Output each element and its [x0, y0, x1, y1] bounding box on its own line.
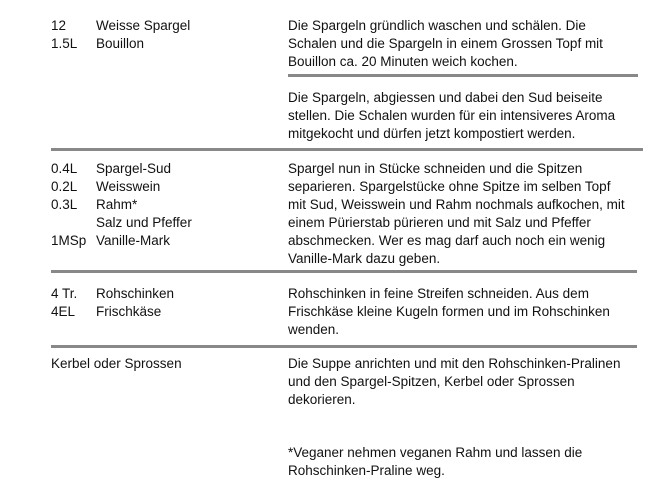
- ingredient-row: [51, 178, 281, 196]
- step-instructions: [288, 89, 638, 143]
- ingredient-row: [51, 303, 281, 321]
- step-text-line: Die Suppe anrichten und mit den Rohschinken-Pralinen: [288, 356, 621, 371]
- ingredient-name: Frischkäse: [96, 304, 162, 319]
- step-text-line: dekorieren.: [288, 392, 356, 407]
- footnote-line: *Veganer nehmen veganen Rahm und lassen die: [288, 445, 583, 460]
- step-instructions: [288, 355, 638, 409]
- ingredient-name: Weisse Spargel: [96, 18, 191, 33]
- section-divider: [51, 345, 637, 348]
- ingredient-list: [51, 285, 281, 321]
- step-text-line: wenden.: [288, 322, 340, 337]
- step-text-line: Die Spargeln, abgiessen und dabei den Sud beiseite: [288, 90, 603, 105]
- step-instructions: [288, 285, 638, 339]
- ingredient-quantity: 4EL: [51, 304, 76, 319]
- ingredient-row: [51, 35, 281, 53]
- ingredient-quantity: 1.5L: [51, 36, 78, 51]
- step-text-line: Die Spargeln gründlich waschen und schälen. Die: [288, 18, 586, 33]
- ingredient-row: [51, 232, 281, 250]
- ingredient-quantity: 0.4L: [51, 161, 78, 176]
- ingredient-row: [51, 17, 281, 35]
- footnote-line: Rohschinken-Praline weg.: [288, 463, 445, 478]
- section-divider: [51, 270, 637, 273]
- ingredient-list: [51, 17, 281, 53]
- step-text-line: Bouillon ca. 20 Minuten weich kochen.: [288, 54, 518, 69]
- ingredient-name: Weisswein: [96, 179, 161, 194]
- ingredient-quantity: 1MSp: [51, 233, 87, 248]
- step-text-line: separieren. Spargelstücke ohne Spitze im selben Topf: [288, 179, 611, 194]
- step-text-line: stellen. Die Schalen wurden für ein intensiveres Aroma: [288, 108, 616, 123]
- ingredient-name: Salz und Pfeffer: [96, 215, 192, 230]
- footnote-text: [288, 444, 638, 480]
- step-text-line: mit Sud, Weisswein und Rahm nochmals aufkochen, mit: [288, 197, 625, 212]
- step-text-line: einem Pürierstab pürieren und mit Salz und Pfeffer: [288, 215, 591, 230]
- section-divider: [288, 74, 638, 77]
- ingredient-quantity: 12: [51, 18, 67, 33]
- ingredient-list: [51, 160, 281, 250]
- ingredient-name: Vanille-Mark: [96, 233, 171, 248]
- ingredient-name: Bouillon: [96, 36, 145, 51]
- ingredient-list: [51, 355, 281, 373]
- step-text-line: Spargel nun in Stücke schneiden und die Spitzen: [288, 161, 583, 176]
- step-text-line: und den Spargel-Spitzen, Kerbel oder Sprossen: [288, 374, 575, 389]
- ingredient-name: Spargel-Sud: [96, 161, 172, 176]
- step-text-line: Vanille-Mark dazu geben.: [288, 251, 441, 266]
- step-instructions: [288, 160, 638, 268]
- ingredient-quantity: 0.2L: [51, 179, 78, 194]
- ingredient-row: [51, 214, 281, 232]
- ingredient-row: [51, 285, 281, 303]
- ingredient-quantity: 0.3L: [51, 197, 78, 212]
- garnish-text: Kerbel oder Sprossen: [51, 356, 182, 371]
- step-text-line: mitgekocht und dürfen jetzt kompostiert werden.: [288, 126, 576, 141]
- step-text-line: Frischkäse kleine Kugeln formen und im Rohschinken: [288, 304, 610, 319]
- ingredient-name: Rahm*: [96, 197, 138, 212]
- step-text-line: abschmecken. Wer es mag darf auch noch ein wenig: [288, 233, 606, 248]
- section-divider: [51, 148, 643, 151]
- step-text-line: Rohschinken in feine Streifen schneiden. Aus dem: [288, 286, 589, 301]
- ingredient-row: [51, 355, 281, 373]
- ingredient-row: [51, 196, 281, 214]
- ingredient-row: [51, 160, 281, 178]
- ingredient-quantity: 4 Tr.: [51, 286, 78, 301]
- ingredient-name: Rohschinken: [96, 286, 175, 301]
- step-instructions: [288, 17, 638, 71]
- step-text-line: Schalen und die Spargeln in einem Grossen Topf mit: [288, 36, 603, 51]
